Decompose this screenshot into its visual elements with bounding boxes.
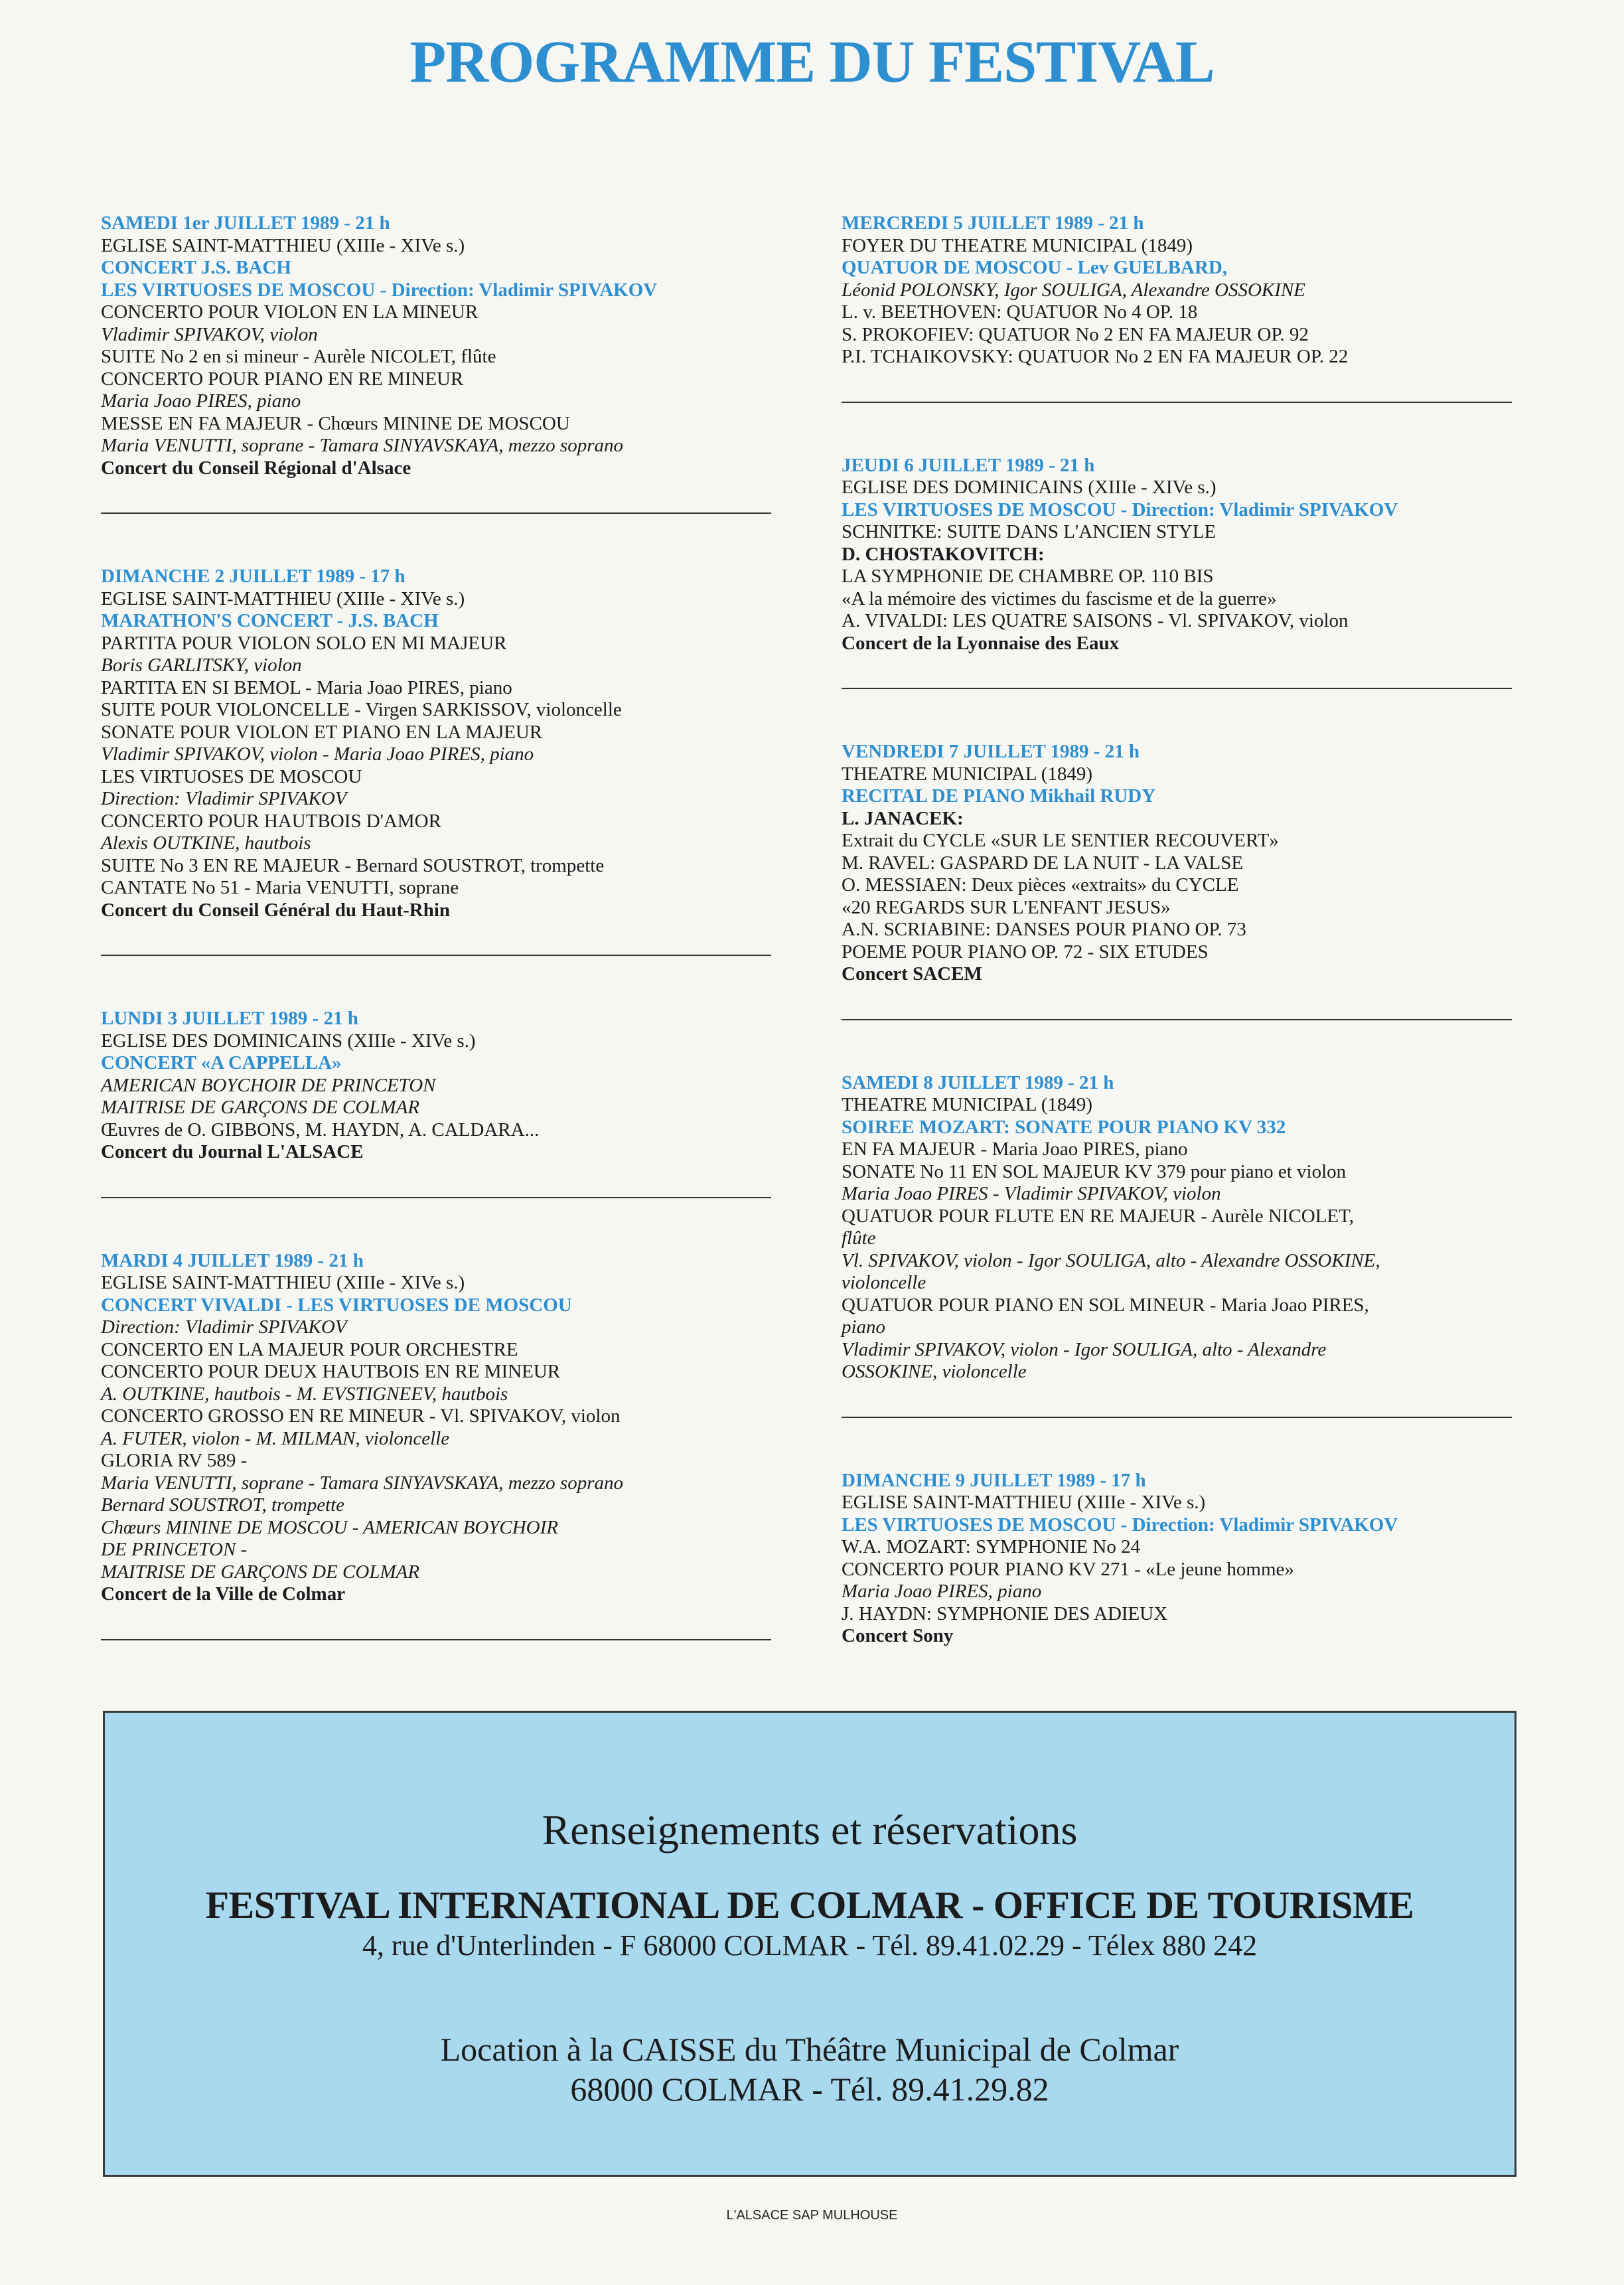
concert-entry <box>101 1250 771 1606</box>
section-divider <box>101 955 771 956</box>
left-column <box>101 212 771 1640</box>
concert-line: QUATUOR DE MOSCOU - Lev GUELBARD, <box>842 257 1228 278</box>
concert-date: DIMANCHE 2 JUILLET 1989 - 17 h <box>101 566 406 587</box>
concert-line: Direction: Vladimir SPIVAKOV <box>101 788 347 809</box>
concert-line: CONCERTO EN LA MAJEUR POUR ORCHESTRE <box>101 1338 518 1360</box>
concert-line: PARTITA POUR VIOLON SOLO EN MI MAJEUR <box>101 632 507 654</box>
info-location-line2: 68000 COLMAR - Tél. 89.41.29.82 <box>570 2071 1049 2108</box>
concert-line: SCHNITKE: SUITE DANS L'ANCIEN STYLE <box>842 521 1217 542</box>
concert-line: QUATUOR POUR FLUTE EN RE MAJEUR - Aurèle NICOLET, <box>842 1205 1354 1227</box>
concert-date: MARDI 4 JUILLET 1989 - 21 h <box>101 1249 364 1271</box>
concert-line: EN FA MAJEUR - Maria Joao PIRES, piano <box>842 1139 1188 1160</box>
concert-line: CONCERT J.S. BACH <box>101 257 291 278</box>
concert-date: VENDREDI 7 JUILLET 1989 - 21 h <box>842 741 1140 762</box>
concert-line: P.I. TCHAIKOVSKY: QUATUOR No 2 EN FA MAJEUR OP. 22 <box>842 346 1349 367</box>
concert-line: LES VIRTUOSES DE MOSCOU - Direction: Vladimir SPIVAKOV <box>101 279 658 301</box>
concert-line: Maria VENUTTI, soprane - Tamara SINYAVSKAYA, mezzo soprano <box>101 435 623 456</box>
section-divider <box>842 688 1512 689</box>
concert-line: O. MESSIAEN: Deux pièces «extraits» du CYCLE <box>842 874 1239 896</box>
concert-line: «20 REGARDS SUR L'ENFANT JESUS» <box>842 896 1171 918</box>
concert-line: flûte <box>842 1227 876 1249</box>
concert-line: L. v. BEETHOVEN: QUATUOR No 4 OP. 18 <box>842 301 1198 323</box>
concert-line: PARTITA EN SI BEMOL - Maria Joao PIRES, piano <box>101 676 512 698</box>
concert-line: Chœurs MININE DE MOSCOU - AMERICAN BOYCHOIR <box>101 1516 558 1538</box>
concert-line: Maria Joao PIRES, piano <box>842 1581 1042 1602</box>
info-organization: FESTIVAL INTERNATIONAL DE COLMAR - OFFICE DE TOURISME <box>205 1883 1414 1927</box>
info-location-line1: Location à la CAISSE du Théâtre Municipal de Colmar <box>440 2031 1179 2068</box>
concert-line: Vl. SPIVAKOV, violon - Igor SOULIGA, alto - Alexandre OSSOKINE, <box>842 1249 1380 1271</box>
concert-line: Concert de la Lyonnaise des Eaux <box>842 632 1120 654</box>
concert-line: THEATRE MUNICIPAL (1849) <box>842 763 1093 785</box>
concert-line: SONATE POUR VIOLON ET PIANO EN LA MAJEUR <box>101 721 543 743</box>
section-divider <box>101 1639 771 1640</box>
concert-entry <box>101 212 771 479</box>
concert-line: SUITE No 3 EN RE MAJEUR - Bernard SOUSTROT, trompette <box>101 854 605 876</box>
concert-line: Bernard SOUSTROT, trompette <box>101 1494 345 1516</box>
concert-line: Direction: Vladimir SPIVAKOV <box>101 1316 347 1338</box>
concert-line: Concert du Journal L'ALSACE <box>101 1141 364 1162</box>
concert-line: Alexis OUTKINE, hautbois <box>101 832 311 854</box>
concert-line: SUITE No 2 en si mineur - Aurèle NICOLET, flûte <box>101 346 496 367</box>
concert-line: Concert du Conseil Général du Haut-Rhin <box>101 899 451 921</box>
page-title: PROGRAMME DU FESTIVAL <box>409 29 1215 95</box>
section-divider <box>842 1417 1512 1418</box>
concert-line: MESSE EN FA MAJEUR - Chœurs MININE DE MOSCOU <box>101 412 570 434</box>
concert-line: EGLISE DES DOMINICAINS (XIIIe - XIVe s.) <box>101 1030 476 1052</box>
concert-line: MAITRISE DE GARÇONS DE COLMAR <box>101 1561 420 1583</box>
concert-line: CANTATE No 51 - Maria VENUTTI, soprane <box>101 877 459 898</box>
section-divider <box>101 512 771 514</box>
concert-line: CONCERTO POUR DEUX HAUTBOIS EN RE MINEUR <box>101 1361 561 1382</box>
concert-date: MERCREDI 5 JUILLET 1989 - 21 h <box>842 212 1144 234</box>
concert-date: LUNDI 3 JUILLET 1989 - 21 h <box>101 1008 358 1029</box>
concert-line: LES VIRTUOSES DE MOSCOU - Direction: Vladimir SPIVAKOV <box>842 499 1398 520</box>
concert-line: CONCERTO GROSSO EN RE MINEUR - Vl. SPIVAKOV, violon <box>101 1405 621 1427</box>
concert-line: «A la mémoire des victimes du fascisme et de la guerre» <box>842 588 1277 609</box>
concert-line: QUATUOR POUR PIANO EN SOL MINEUR - Maria Joao PIRES, <box>842 1294 1369 1316</box>
concert-line: Vladimir SPIVAKOV, violon - Maria Joao PIRES, piano <box>101 744 534 765</box>
concert-line: GLORIA RV 589 - <box>101 1450 248 1471</box>
concert-line: CONCERTO POUR PIANO EN RE MINEUR <box>101 368 464 390</box>
right-column <box>842 212 1512 1648</box>
concert-line: Boris GARLITSKY, violon <box>101 655 302 676</box>
concert-line: CONCERT VIVALDI - LES VIRTUOSES DE MOSCOU <box>101 1294 572 1316</box>
section-divider <box>842 1019 1512 1020</box>
concert-line: EGLISE SAINT-MATTHIEU (XIIIe - XIVe s.) <box>101 234 465 256</box>
concert-line: A. FUTER, violon - M. MILMAN, violoncelle <box>101 1427 450 1449</box>
concert-line: Concert SACEM <box>842 963 982 985</box>
concert-line: Extrait du CYCLE «SUR LE SENTIER RECOUVERT» <box>842 830 1279 851</box>
section-divider <box>842 402 1512 403</box>
footer-credit: L'ALSACE SAP MULHOUSE <box>726 2208 898 2223</box>
concert-line: A. VIVALDI: LES QUATRE SAISONS - Vl. SPIVAKOV, violon <box>842 610 1349 631</box>
concert-date: DIMANCHE 9 JUILLET 1989 - 17 h <box>842 1469 1146 1491</box>
concert-line: M. RAVEL: GASPARD DE LA NUIT - LA VALSE <box>842 852 1244 874</box>
concert-line: MAITRISE DE GARÇONS DE COLMAR <box>101 1097 420 1118</box>
concert-line: Concert de la Ville de Colmar <box>101 1583 346 1605</box>
concert-line: SOIREE MOZART: SONATE POUR PIANO KV 332 <box>842 1116 1286 1138</box>
concert-entry <box>101 566 771 921</box>
concert-line: THEATRE MUNICIPAL (1849) <box>842 1094 1093 1115</box>
concert-line: LES VIRTUOSES DE MOSCOU <box>101 765 362 787</box>
concert-line: CONCERTO POUR PIANO KV 271 - «Le jeune homme» <box>842 1558 1294 1580</box>
info-box <box>103 1711 1516 2177</box>
concert-line: RECITAL DE PIANO Mikhail RUDY <box>842 785 1156 807</box>
concert-date: SAMEDI 1er JUILLET 1989 - 21 h <box>101 212 390 234</box>
concert-line: S. PROKOFIEV: QUATUOR No 2 EN FA MAJEUR OP. 92 <box>842 323 1309 345</box>
concert-entry <box>101 1008 771 1164</box>
concert-line: A.N. SCRIABINE: DANSES POUR PIANO OP. 73 <box>842 919 1246 940</box>
concert-date: SAMEDI 8 JUILLET 1989 - 21 h <box>842 1071 1114 1093</box>
concert-line: L. JANACEK: <box>842 807 964 829</box>
concert-line: Concert Sony <box>842 1625 954 1646</box>
concert-line: SONATE No 11 EN SOL MAJEUR KV 379 pour piano et violon <box>842 1160 1347 1182</box>
concert-line: Vladimir SPIVAKOV, violon - Igor SOULIGA, alto - Alexandre <box>842 1338 1327 1360</box>
concert-line: EGLISE SAINT-MATTHIEU (XIIIe - XIVe s.) <box>101 1272 465 1293</box>
concert-line: Léonid POLONSKY, Igor SOULIGA, Alexandre OSSOKINE <box>842 279 1305 301</box>
concert-entry <box>842 212 1512 368</box>
concert-entry <box>842 455 1512 655</box>
concert-line: Vladimir SPIVAKOV, violon <box>101 323 318 345</box>
concert-line: A. OUTKINE, hautbois - M. EVSTIGNEEV, hautbois <box>101 1383 508 1405</box>
concert-date: JEUDI 6 JUILLET 1989 - 21 h <box>842 454 1095 476</box>
concert-line: D. CHOSTAKOVITCH: <box>842 543 1045 565</box>
concert-line: violoncelle <box>842 1272 926 1293</box>
concert-line: POEME POUR PIANO OP. 72 - SIX ETUDES <box>842 941 1209 963</box>
concert-line: CONCERTO POUR HAUTBOIS D'AMOR <box>101 810 441 832</box>
concert-line: SUITE POUR VIOLONCELLE - Virgen SARKISSOV, violoncelle <box>101 699 622 720</box>
concert-line: EGLISE DES DOMINICAINS (XIIIe - XIVe s.) <box>842 477 1217 498</box>
concert-line: EGLISE SAINT-MATTHIEU (XIIIe - XIVe s.) <box>101 588 465 609</box>
concert-line: OSSOKINE, violoncelle <box>842 1361 1027 1382</box>
concert-line: MARATHON'S CONCERT - J.S. BACH <box>101 610 439 631</box>
concert-line: piano <box>842 1316 886 1338</box>
concert-line: Maria VENUTTI, soprane - Tamara SINYAVSKAYA, mezzo soprano <box>101 1472 623 1494</box>
section-divider <box>101 1197 771 1198</box>
concert-line: DE PRINCETON - <box>101 1539 248 1560</box>
concert-line: Œuvres de O. GIBBONS, M. HAYDN, A. CALDARA... <box>101 1119 540 1141</box>
concert-line: LES VIRTUOSES DE MOSCOU - Direction: Vladimir SPIVAKOV <box>842 1514 1398 1536</box>
concert-entry <box>842 1470 1512 1648</box>
info-address: 4, rue d'Unterlinden - F 68000 COLMAR - Tél. 89.41.02.29 - Télex 880 242 <box>362 1929 1258 1962</box>
info-heading: Renseignements et réservations <box>542 1806 1078 1853</box>
concert-line: Maria Joao PIRES - Vladimir SPIVAKOV, violon <box>842 1183 1221 1204</box>
concert-line: CONCERTO POUR VIOLON EN LA MINEUR <box>101 301 479 323</box>
concert-line: LA SYMPHONIE DE CHAMBRE OP. 110 BIS <box>842 566 1214 587</box>
concert-line: Maria Joao PIRES, piano <box>101 390 301 412</box>
concert-line: FOYER DU THEATRE MUNICIPAL (1849) <box>842 234 1193 256</box>
concert-line: J. HAYDN: SYMPHONIE DES ADIEUX <box>842 1603 1168 1624</box>
concert-entry <box>842 1072 1512 1383</box>
concert-line: EGLISE SAINT-MATTHIEU (XIIIe - XIVe s.) <box>842 1492 1206 1513</box>
concert-line: W.A. MOZART: SYMPHONIE No 24 <box>842 1536 1141 1557</box>
concert-line: AMERICAN BOYCHOIR DE PRINCETON <box>101 1074 436 1096</box>
concert-entry <box>842 741 1512 986</box>
concert-line: Concert du Conseil Régional d'Alsace <box>101 457 411 479</box>
concert-line: CONCERT «A CAPPELLA» <box>101 1052 342 1073</box>
